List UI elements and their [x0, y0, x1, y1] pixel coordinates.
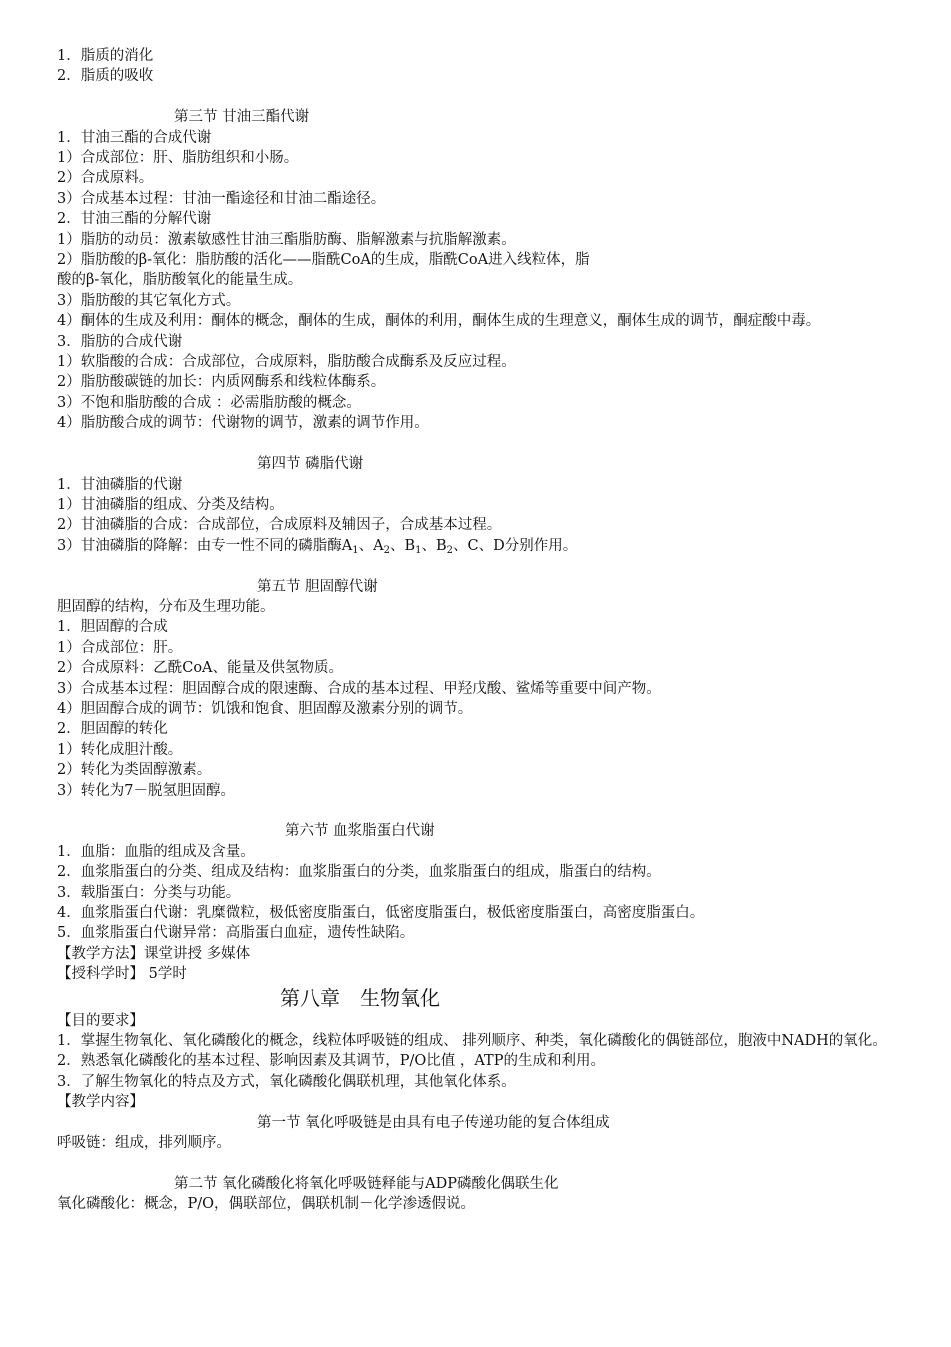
paragraph-line: 酸的β-氧化，脂肪酸氧化的能量生成。	[57, 272, 303, 289]
paragraph-line: 2）合成原料。	[57, 170, 154, 187]
paragraph-line: 氧化磷酸化：概念，P/O，偶联部位，偶联机制－化学渗透假说。	[57, 1196, 476, 1213]
paragraph-line: 2．胆固醇的转化	[57, 721, 168, 738]
separator: 、	[421, 537, 436, 554]
paragraph-line: 2．甘油三酯的分解代谢	[57, 211, 212, 228]
paragraph-line: 3．载脂蛋白：分类与功能。	[57, 884, 241, 901]
paragraph-line: 3）合成基本过程：胆固醇合成的限速酶、合成的基本过程、甲羟戊酸、鲨烯等重要中间产物。	[57, 680, 661, 697]
spacer	[57, 556, 897, 576]
paragraph-line: 呼吸链：组成，排列顺序。	[57, 1135, 231, 1152]
paragraph-line: 1）脂肪的动员：激素敏感性甘油三酯脂肪酶、脂解激素与抗脂解激素。	[57, 231, 516, 248]
enzyme-letter: C	[467, 537, 479, 554]
paragraph-line: 【授科学时】 5学时	[57, 966, 187, 983]
paragraph-line: 5．血浆脂蛋白代谢异常：高脂蛋白血症，遗传性缺陷。	[57, 925, 415, 942]
paragraph-line: 1．胆固醇的合成	[57, 619, 168, 636]
paragraph-line: 2）脂肪酸碳链的加长：内质网酶系和线粒体酶系。	[57, 374, 386, 391]
enzyme-letter: D	[493, 537, 505, 554]
spacer	[57, 434, 897, 454]
enzyme-subscript: 2	[446, 544, 454, 556]
paragraph-line: 1．掌握生物氧化、氧化磷酸化的概念，线粒体呼吸链的组成、 排列顺序、种类，氧化磷酸化的偶链部位，胞液中NADH的氧化。	[57, 1033, 887, 1050]
paragraph-line: 【教学方法】课堂讲授 多媒体	[57, 945, 251, 962]
enzyme-subscript: 1	[415, 544, 422, 556]
paragraph-line: 1）转化成胆汁酸。	[57, 741, 183, 758]
paragraph-line: 4）脂肪酸合成的调节：代谢物的调节，激素的调节作用。	[57, 415, 429, 432]
paragraph-line: 1）甘油磷脂的组成、分类及结构。	[57, 496, 284, 513]
enzyme-letter: B	[404, 537, 416, 554]
section-heading: 第三节 甘油三酯代谢	[174, 109, 310, 126]
separator: 、	[478, 537, 494, 554]
paragraph-line: 3）不饱和脂肪酸的合成 ：必需脂肪酸的概念。	[57, 394, 361, 411]
document-body	[57, 46, 897, 1215]
section-heading: 第五节 胆固醇代谢	[257, 578, 378, 595]
enzyme-letter: A	[373, 537, 384, 554]
section-heading: 第二节 氧化磷酸化将氧化呼吸链释能与ADP磷酸化偶联生化	[174, 1175, 559, 1192]
chapter-title: 第八章 生物氧化	[280, 985, 440, 1010]
paragraph-line: 1）合成部位：肝、脂肪组织和小肠。	[57, 150, 299, 167]
paragraph-line: 1．甘油三酯的合成代谢	[57, 129, 212, 146]
paragraph-line: 2．脂质的吸收	[57, 68, 154, 85]
paragraph-line: 3）转化为7－脱氢胆固醇。	[57, 782, 235, 799]
paragraph-line: 1．甘油磷脂的代谢	[57, 476, 183, 493]
section-heading: 第四节 磷脂代谢	[257, 456, 364, 473]
paragraph-line: 1．血脂：血脂的组成及含量。	[57, 843, 255, 860]
paragraph-line: 2）转化为类固醇激素。	[57, 762, 212, 779]
paragraph-line: 3）合成基本过程：甘油一酯途径和甘油二酯途径。	[57, 190, 386, 207]
line-prefix: 3）甘油磷脂的降解：由专一性不同的磷脂酶	[57, 537, 342, 554]
paragraph-line: 胆固醇的结构，分布及生理功能。	[57, 598, 275, 615]
spacer	[57, 1153, 897, 1173]
paragraph-line: 1）合成部位：肝。	[57, 639, 183, 656]
spacer	[57, 87, 897, 107]
paragraph-line: 2）甘油磷脂的合成：合成部位，合成原料及辅因子，合成基本过程。	[57, 517, 502, 534]
paragraph-line: 【目的要求】	[57, 1012, 144, 1029]
separator: 、	[389, 537, 405, 554]
section-heading: 第一节 氧化呼吸链是由具有电子传递功能的复合体组成	[257, 1114, 610, 1131]
paragraph-line	[57, 536, 897, 556]
section-heading: 第六节 血浆脂蛋白代谢	[285, 823, 435, 840]
paragraph-line: 2）合成原料：乙酰CoA、能量及供氢物质。	[57, 660, 344, 677]
paragraph-line: 2．熟悉氧化磷酸化的基本过程、影响因素及其调节，P/O比值 ，ATP的生成和利用。	[57, 1053, 605, 1070]
paragraph-line: 3）脂肪酸的其它氧化方式。	[57, 292, 241, 309]
spacer	[57, 801, 897, 821]
paragraph-line: 1．脂质的消化	[57, 48, 154, 64]
paragraph-line: 3．了解生物氧化的特点及方式，氧化磷酸化偶联机理，其他氧化体系。	[57, 1073, 516, 1090]
separator: 、	[453, 537, 468, 554]
paragraph-line: 【教学内容】	[57, 1094, 144, 1111]
paragraph-line: 2．血浆脂蛋白的分类、组成及结构：血浆脂蛋白的分类，血浆脂蛋白的组成，脂蛋白的结构。	[57, 864, 661, 881]
paragraph-line: 4）酮体的生成及利用：酮体的概念，酮体的生成，酮体的利用，酮体生成的生理意义，酮体生成的调节，酮症酸中毒。	[57, 313, 821, 330]
separator: 、	[358, 537, 374, 554]
paragraph-line: 4．血浆脂蛋白代谢：乳糜微粒，极低密度脂蛋白，低密度脂蛋白，极低密度脂蛋白，高密度脂蛋白。	[57, 905, 705, 921]
paragraph-line: 1）软脂酸的合成：合成部位，合成原料，脂肪酸合成酶系及反应过程。	[57, 354, 516, 371]
enzyme-subscript: 1	[352, 544, 359, 556]
enzyme-subscript: 2	[383, 544, 390, 556]
enzyme-letter: B	[435, 537, 447, 554]
paragraph-line: 2）脂肪酸的β-氧化：脂肪酸的活化——脂酰CoA的生成，脂酰CoA进入线粒体，脂	[57, 252, 590, 269]
enzyme-letter: A	[341, 537, 353, 554]
paragraph-line: 4）胆固醇合成的调节：饥饿和饱食、胆固醇及激素分别的调节。	[57, 700, 473, 717]
line-suffix: 分别作用。	[504, 537, 578, 554]
paragraph-line: 3．脂肪的合成代谢	[57, 333, 183, 350]
